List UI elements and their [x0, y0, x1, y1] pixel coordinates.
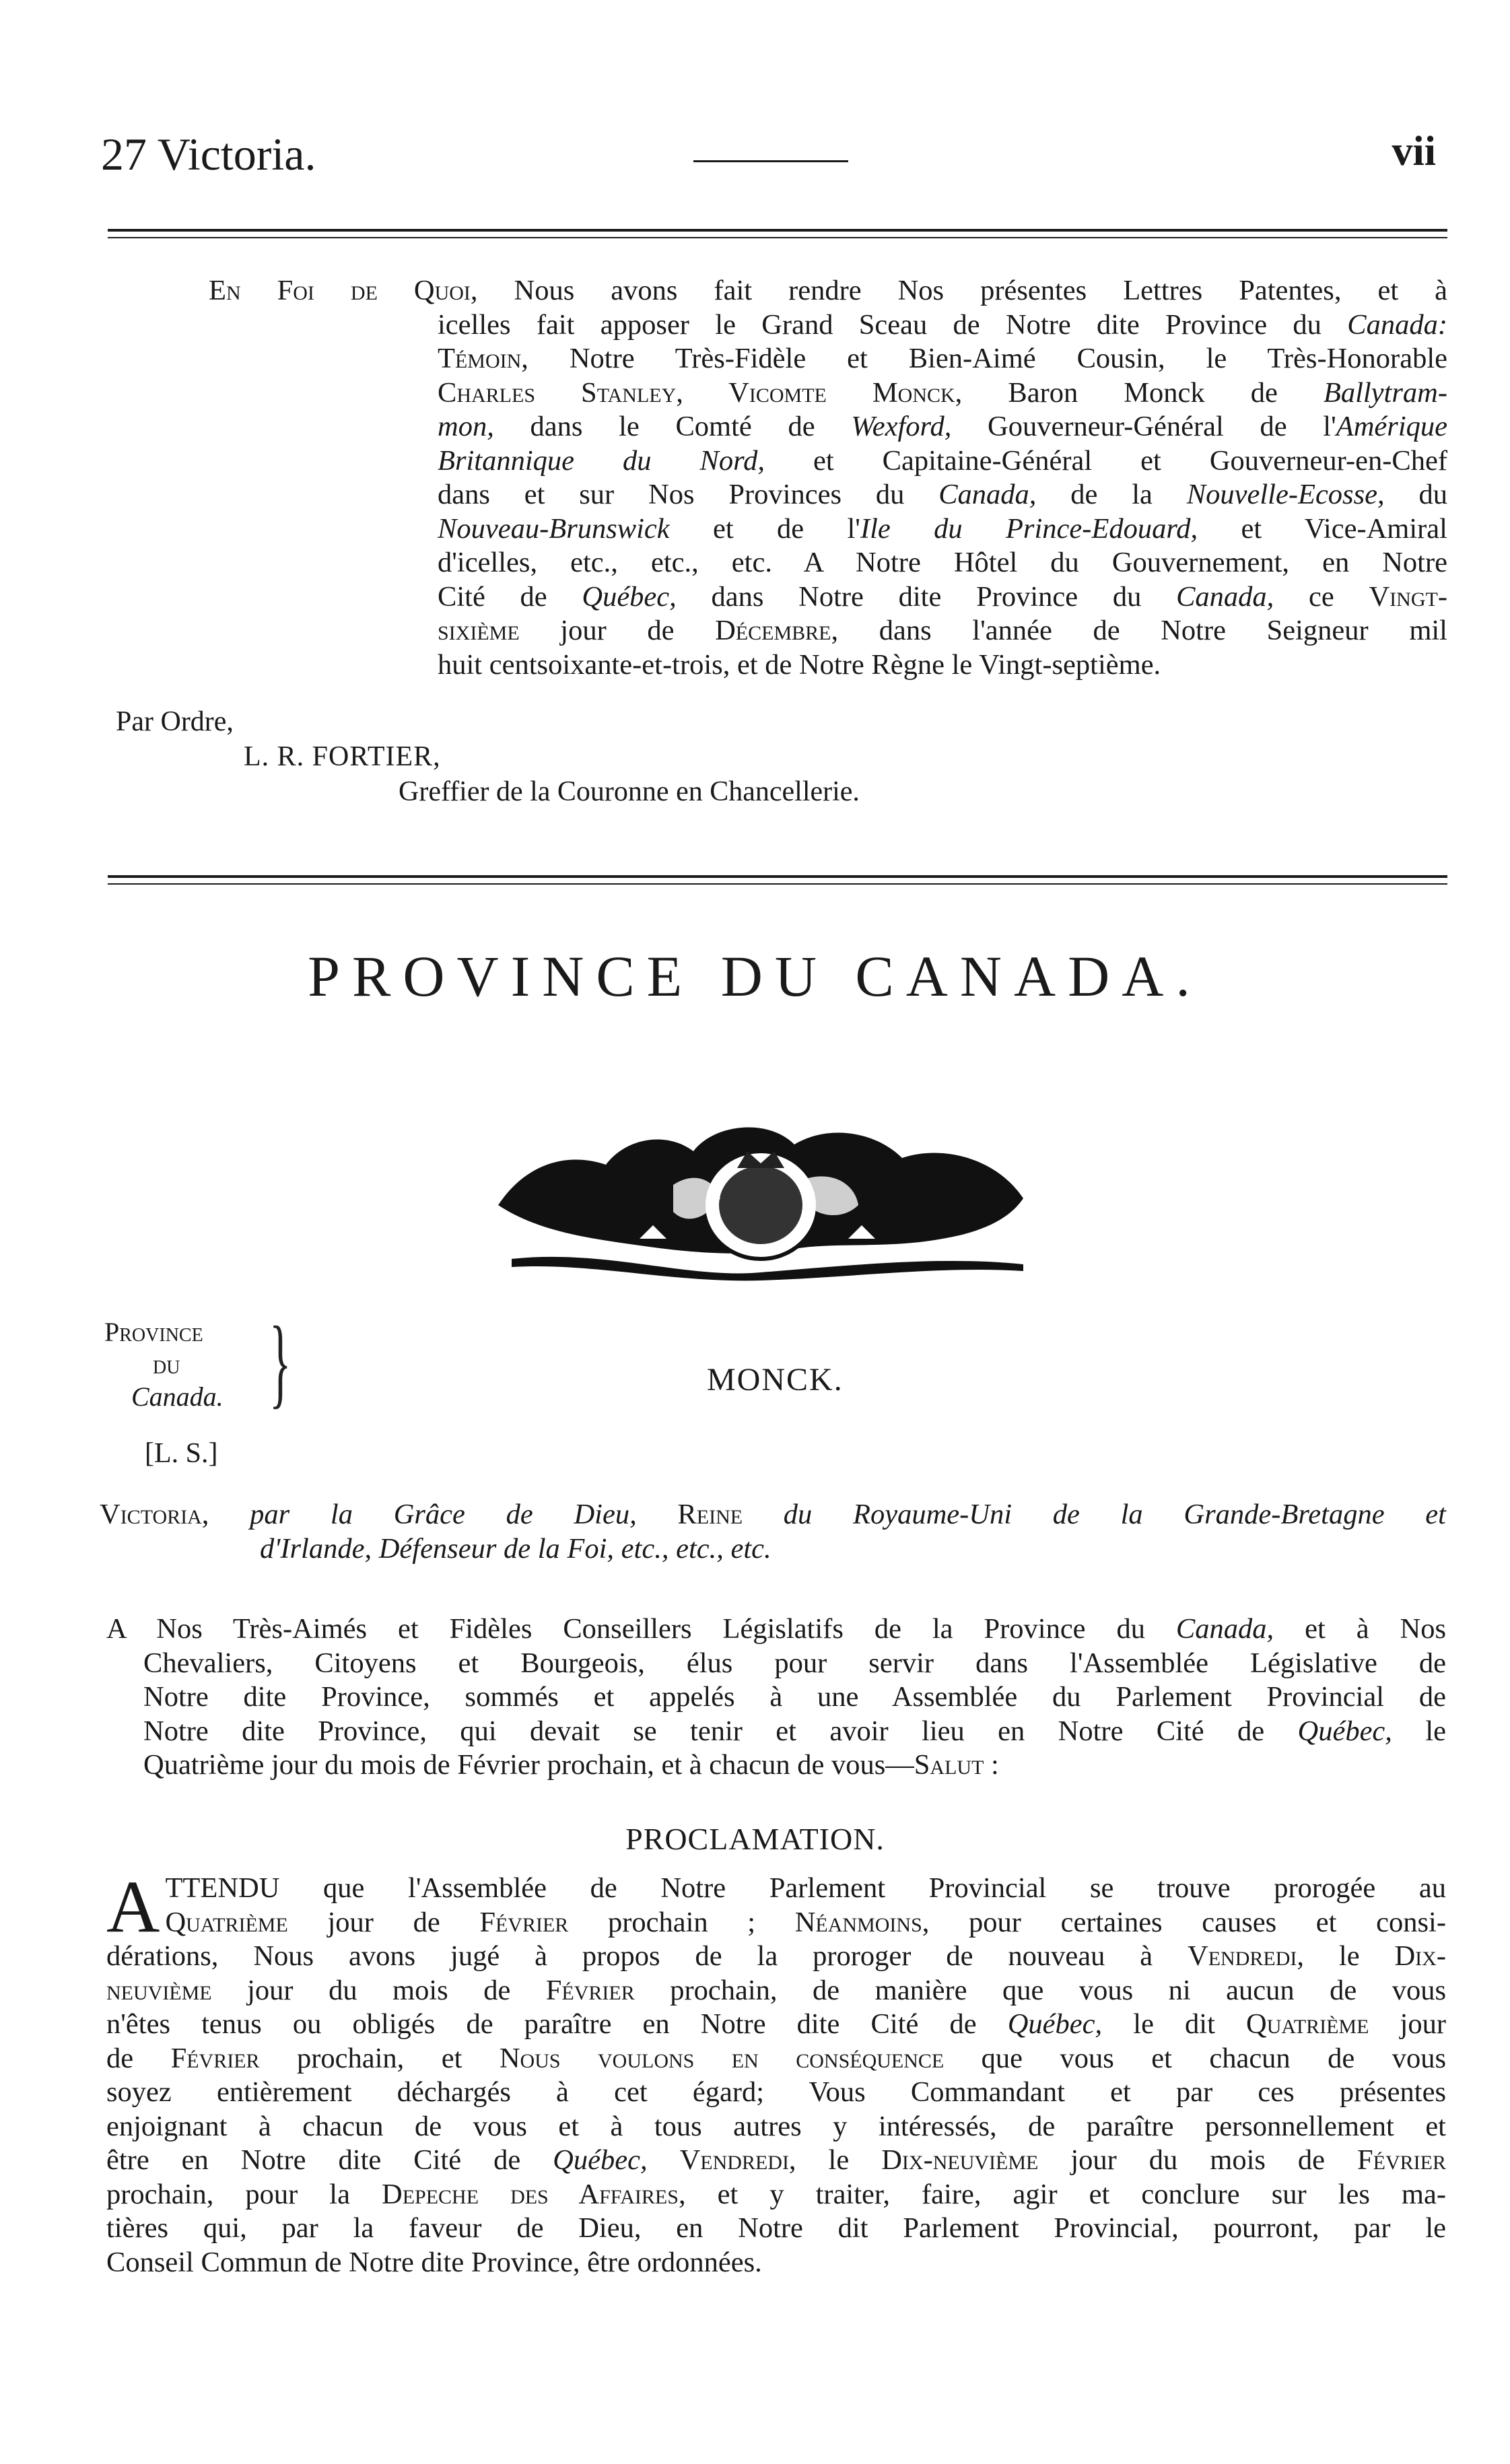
royal-style [100, 1498, 1446, 1566]
top-rule-thin [108, 237, 1447, 238]
address-line: Chevaliers, Citoyens et Bourgeois, élus pour servir dans l'Assemblée Législative de [143, 1647, 1446, 1679]
signer-name: L. R. FORTIER, [244, 741, 441, 772]
address-line: A Nos Très-Aimés et Fidèles Conseillers Législatifs de la Province du Canada, et à Nos [106, 1613, 1446, 1645]
section-rule-thin [108, 883, 1447, 885]
preamble-line: sixième jour de Décembre, dans l'année de Notre Seigneur mil [438, 615, 1447, 646]
proclamation-line: prochain, pour la Depeche des Affaires, et y traiter, faire, agir et conclure sur les ma- [106, 2178, 1446, 2210]
proclamation-line: TTENDU que l'Assemblée de Notre Parlement Provincial se trouve prorogée au [165, 1872, 1446, 1904]
royal-style-line: Victoria, par la Grâce de Dieu, Reine du Royaume-Uni de la Grande-Bretagne et [100, 1499, 1446, 1530]
section-rule [108, 875, 1447, 878]
proclamation-line: tières qui, par la faveur de Dieu, en Notre dit Parlement Provincial, pourront, par le [106, 2212, 1446, 2244]
preamble-line: Britannique du Nord, et Capitaine-Général et Gouverneur-en-Chef [438, 444, 1447, 477]
proclamation-line: enjoignant à chacun de vous et à tous autres y intéressés, de paraître personnellement et [106, 2110, 1446, 2142]
preamble-line: d'icelles, etc., etc., etc. A Notre Hôtel du Gouvernement, en Notre [438, 547, 1447, 578]
province-du: du [153, 1349, 180, 1379]
preamble-line: Nouveau-Brunswick et de l'Ile du Prince-Edouard, et Vice-Amiral [438, 512, 1447, 545]
preamble-line: mon, dans le Comté de Wexford, Gouverneur-Général de l'Amérique [438, 411, 1447, 442]
preamble-line: huit centsoixante-et-trois, et de Notre Règne le Vingt-septième. [438, 648, 1161, 681]
province-canada: Canada. [131, 1381, 224, 1412]
proclamation-line: soyez entièrement déchargés à cet égard; Vous Commandant et par ces présentes [106, 2076, 1446, 2108]
proclamation-line: Quatrième jour de Février prochain ; Néanmoins, pour certaines causes et consi- [165, 1906, 1446, 1938]
header-dash [693, 160, 848, 162]
proclamation-heading: PROCLAMATION. [625, 1822, 885, 1856]
preamble-line: Témoin, Notre Très-Fidèle et Bien-Aimé Cousin, le Très-Honorable [438, 343, 1447, 374]
address-line: Notre dite Province, qui devait se tenir et avoir lieu en Notre Cité de Québec, le [143, 1715, 1446, 1747]
preamble-line: Cité de Québec, dans Notre dite Province du Canada, ce Vingt- [438, 580, 1447, 613]
proclamation-line: dérations, Nous avons jugé à propos de la proroger de nouveau à Vendredi, le Dix- [106, 1940, 1446, 1972]
province-block [104, 1316, 224, 1413]
proclamation-line: Conseil Commun de Notre dite Province, être ordonnées. [106, 2246, 762, 2278]
address-line: Notre dite Province, sommés et appelés à une Assemblée du Parlement Provincial de [143, 1681, 1446, 1713]
preamble-line: Charles Stanley, Vicomte Monck, Baron Monck de Ballytram- [438, 376, 1447, 409]
top-rule [108, 229, 1447, 232]
proclamation-line: de Février prochain, et Nous voulons en conséquence que vous et chacun de vous [106, 2042, 1446, 2074]
page-number: vii [1392, 129, 1436, 174]
preamble-line: icelles fait apposer le Grand Sceau de Notre dite Province du Canada: [438, 308, 1447, 341]
royal-style-line: d'Irlande, Défenseur de la Foi, etc., etc., etc. [260, 1532, 771, 1565]
governor-name: MONCK. [707, 1362, 844, 1398]
par-ordre: Par Ordre, [116, 706, 234, 737]
preamble-line: En Foi de Quoi, Nous avons fait rendre Nos présentes Lettres Patentes, et à [209, 275, 1447, 306]
proclamation-paragraph [106, 1866, 1447, 2280]
seal-mark: [L. S.] [145, 1438, 218, 1469]
preamble-paragraph [209, 274, 1447, 682]
page-title: PROVINCE DU CANADA. [308, 944, 1202, 1008]
preamble-line: dans et sur Nos Provinces du Canada, de la Nouvelle-Ecosse, du [438, 479, 1447, 510]
address-line: Quatrième jour du mois de Février prochain, et à chacun de vous—Salut : [143, 1749, 999, 1781]
signer-title: Greffier de la Couronne en Chancellerie. [399, 776, 860, 807]
royal-arms-crest-icon [471, 1104, 1050, 1306]
proclamation-line: être en Notre dite Cité de Québec, Vendredi, le Dix-neuvième jour du mois de Février [106, 2144, 1447, 2176]
curly-brace-icon: } [269, 1306, 291, 1418]
address-paragraph [106, 1612, 1446, 1783]
proclamation-line: neuvième jour du mois de Février prochain, de manière que vous ni aucun de vous [106, 1974, 1446, 2006]
proclamation-line: n'êtes tenus ou obligés de paraître en Notre dite Cité de Québec, le dit Quatrième jour [106, 2008, 1446, 2040]
running-head-left: 27 Victoria. [101, 129, 316, 180]
drop-cap: A [106, 1866, 160, 1948]
province-label: Province [104, 1317, 203, 1347]
